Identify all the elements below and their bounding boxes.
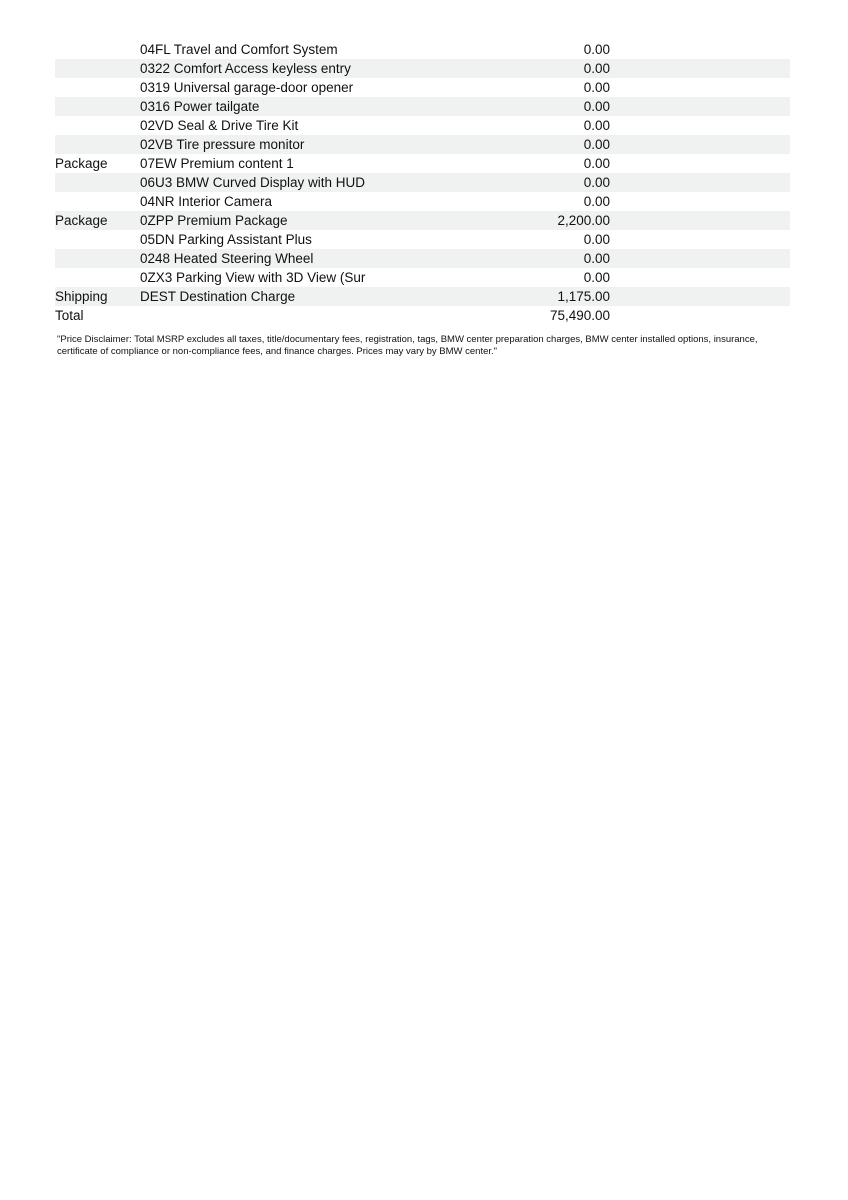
spacer-cell	[610, 287, 790, 306]
option-row	[55, 78, 790, 97]
category-cell	[55, 116, 140, 135]
spacer-cell	[610, 40, 790, 59]
category-cell	[55, 230, 140, 249]
category-cell	[55, 268, 140, 287]
option-row	[55, 59, 790, 78]
option-row	[55, 40, 790, 59]
category-cell: Package	[55, 155, 108, 171]
item-cell: 06U3 BMW Curved Display with HUD	[140, 174, 366, 190]
spacer-cell	[610, 59, 790, 78]
option-row	[55, 230, 790, 249]
option-row	[55, 249, 790, 268]
total-desc-spacer	[140, 306, 430, 325]
spacer-cell	[610, 135, 790, 154]
category-cell	[55, 192, 140, 211]
option-row	[55, 192, 790, 211]
options-table-footer	[55, 306, 790, 325]
item-cell: 0248 Heated Steering Wheel	[140, 250, 314, 266]
item-cell: 02VD Seal & Drive Tire Kit	[140, 117, 299, 133]
spacer-cell	[610, 268, 790, 287]
item-cell: 0ZX3 Parking View with 3D View (Sur	[140, 269, 366, 285]
options-table-body	[55, 40, 790, 306]
category-cell	[55, 59, 140, 78]
spacer-cell	[610, 116, 790, 135]
category-cell	[55, 78, 140, 97]
item-cell: 07EW Premium content 1	[140, 155, 294, 171]
option-row	[55, 268, 790, 287]
price-cell: 0.00	[583, 250, 610, 266]
spacer-cell	[610, 230, 790, 249]
price-cell: 1,175.00	[557, 288, 610, 304]
option-row	[55, 135, 790, 154]
total-label: Total	[55, 307, 84, 323]
category-cell: Shipping	[55, 288, 108, 304]
spacer-cell	[610, 154, 790, 173]
total-row	[55, 306, 790, 325]
price-cell: 0.00	[583, 193, 610, 209]
option-row	[55, 116, 790, 135]
price-cell: 2,200.00	[557, 212, 610, 228]
spacer-cell	[610, 192, 790, 211]
item-cell: 0319 Universal garage-door opener	[140, 79, 354, 95]
spacer-cell	[610, 306, 790, 325]
category-cell	[55, 249, 140, 268]
item-cell: 05DN Parking Assistant Plus	[140, 231, 312, 247]
item-cell: 0322 Comfort Access keyless entry	[140, 60, 351, 76]
price-cell: 0.00	[583, 231, 610, 247]
item-cell: 04FL Travel and Comfort System	[140, 41, 338, 57]
total-value: 75,490.00	[549, 307, 610, 323]
option-row	[55, 173, 790, 192]
category-cell: Package	[55, 212, 108, 228]
price-cell: 0.00	[583, 41, 610, 57]
item-cell: DEST Destination Charge	[140, 288, 296, 304]
price-cell: 0.00	[583, 136, 610, 152]
category-cell	[55, 135, 140, 154]
price-cell: 0.00	[583, 117, 610, 133]
category-cell	[55, 97, 140, 116]
option-row	[55, 154, 790, 173]
category-cell	[55, 173, 140, 192]
item-cell: 0ZPP Premium Package	[140, 212, 288, 228]
vehicle-options-table	[55, 40, 790, 325]
spacer-cell	[610, 97, 790, 116]
price-cell: 0.00	[583, 269, 610, 285]
spacer-cell	[610, 173, 790, 192]
item-cell: 0316 Power tailgate	[140, 98, 260, 114]
option-row	[55, 287, 790, 306]
option-row	[55, 97, 790, 116]
price-cell: 0.00	[583, 174, 610, 190]
item-cell: 04NR Interior Camera	[140, 193, 273, 209]
category-cell	[55, 40, 140, 59]
price-disclaimer-text: "Price Disclaimer: Total MSRP excludes all taxes, title/documentary fees, registration, tags, BMW center preparation charges, BMW center installed options, insurance, certificate of compliance or non-compliance fees, and finance charges. Prices may vary by BMW center."	[57, 334, 758, 357]
price-cell: 0.00	[583, 79, 610, 95]
spacer-cell	[610, 211, 790, 230]
spacer-cell	[610, 78, 790, 97]
price-cell: 0.00	[583, 60, 610, 76]
spacer-cell	[610, 249, 790, 268]
price-cell: 0.00	[583, 155, 610, 171]
item-cell: 02VB Tire pressure monitor	[140, 136, 305, 152]
price-cell: 0.00	[583, 98, 610, 114]
option-row	[55, 211, 790, 230]
